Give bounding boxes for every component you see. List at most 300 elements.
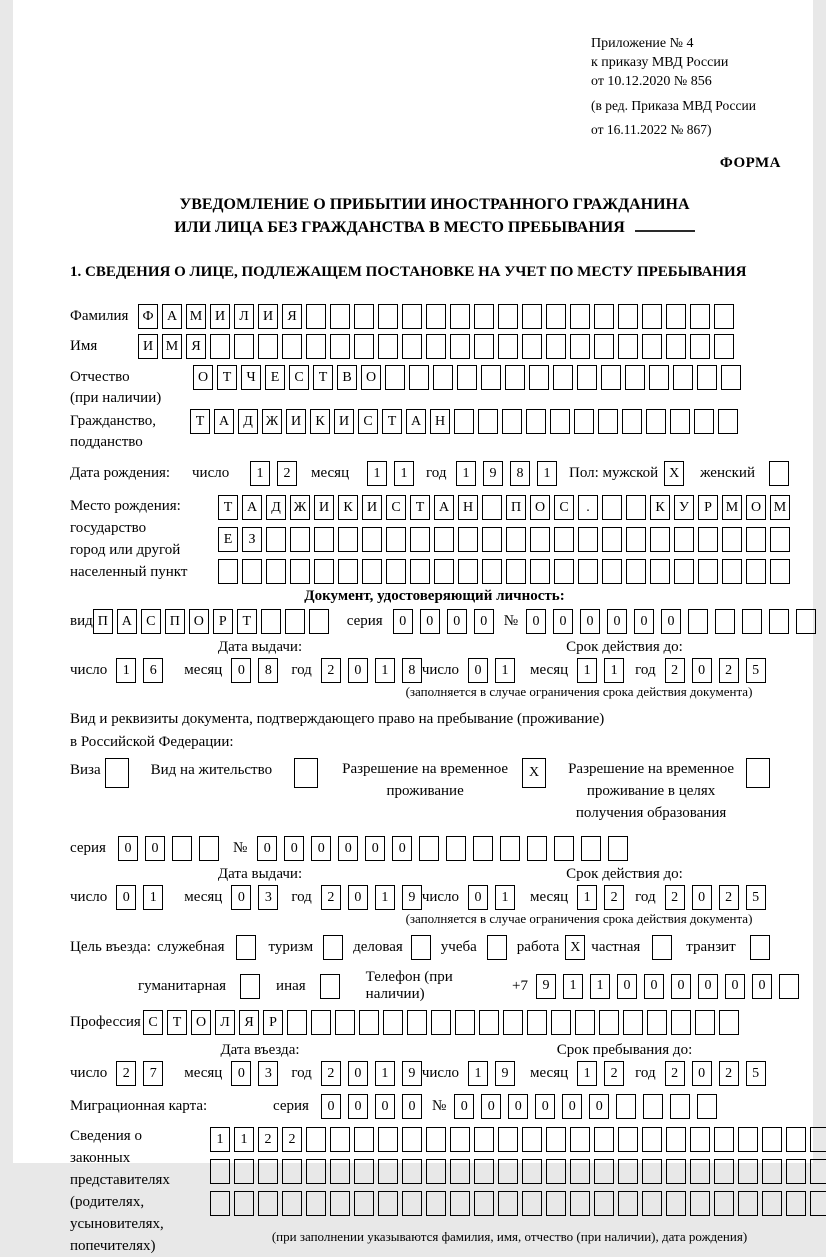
char-cell[interactable]: 0 <box>375 1094 395 1119</box>
char-cell[interactable] <box>282 1159 302 1184</box>
char-cell[interactable] <box>697 365 717 390</box>
char-cell[interactable]: А <box>214 409 234 434</box>
char-cell[interactable]: 2 <box>321 658 341 683</box>
char-cell[interactable]: 5 <box>746 1061 766 1086</box>
char-cell[interactable] <box>506 527 526 552</box>
char-cell[interactable]: 0 <box>698 974 718 999</box>
char-cell[interactable] <box>608 836 628 861</box>
char-cell[interactable]: Е <box>218 527 238 552</box>
char-cell[interactable]: В <box>337 365 357 390</box>
char-cell[interactable] <box>697 1094 717 1119</box>
char-cell[interactable]: Я <box>186 334 206 359</box>
checkbox-private[interactable] <box>652 935 672 960</box>
char-cell[interactable] <box>210 334 230 359</box>
char-cell[interactable]: 1 <box>577 658 597 683</box>
char-cell[interactable]: Ф <box>138 304 158 329</box>
char-cell[interactable]: С <box>143 1010 163 1035</box>
char-cell[interactable]: 0 <box>348 1094 368 1119</box>
char-cell[interactable]: О <box>361 365 381 390</box>
char-cell[interactable] <box>386 527 406 552</box>
char-cell[interactable] <box>690 304 710 329</box>
char-cell[interactable] <box>330 1191 350 1216</box>
char-cell[interactable] <box>402 1191 422 1216</box>
char-cell[interactable] <box>570 1191 590 1216</box>
char-cell[interactable]: 1 <box>143 885 163 910</box>
char-cell[interactable] <box>714 1127 734 1152</box>
char-cell[interactable] <box>433 365 453 390</box>
char-cell[interactable] <box>482 559 502 584</box>
checkbox-temp-residence-edu[interactable] <box>746 758 770 788</box>
char-cell[interactable] <box>594 334 614 359</box>
char-cell[interactable] <box>616 1094 636 1119</box>
char-cell[interactable]: 0 <box>692 658 712 683</box>
char-cell[interactable] <box>718 409 738 434</box>
char-cell[interactable] <box>742 609 762 634</box>
char-cell[interactable] <box>746 527 766 552</box>
char-cell[interactable] <box>338 559 358 584</box>
char-cell[interactable] <box>434 559 454 584</box>
char-cell[interactable]: Т <box>190 409 210 434</box>
char-cell[interactable] <box>458 527 478 552</box>
char-cell[interactable] <box>261 609 281 634</box>
char-cell[interactable]: Ж <box>290 495 310 520</box>
char-cell[interactable] <box>354 1127 374 1152</box>
char-cell[interactable] <box>354 1159 374 1184</box>
char-cell[interactable] <box>285 609 305 634</box>
char-cell[interactable] <box>407 1010 427 1035</box>
char-cell[interactable] <box>482 527 502 552</box>
checkbox-study[interactable] <box>487 935 507 960</box>
char-cell[interactable]: 0 <box>231 885 251 910</box>
char-cell[interactable] <box>527 836 547 861</box>
char-cell[interactable]: 9 <box>402 885 422 910</box>
char-cell[interactable] <box>649 365 669 390</box>
char-cell[interactable] <box>578 559 598 584</box>
char-cell[interactable] <box>199 836 219 861</box>
char-cell[interactable] <box>450 334 470 359</box>
char-cell[interactable]: 5 <box>746 658 766 683</box>
char-cell[interactable]: 8 <box>258 658 278 683</box>
char-cell[interactable] <box>779 974 799 999</box>
char-cell[interactable] <box>402 334 422 359</box>
char-cell[interactable]: 2 <box>321 1061 341 1086</box>
char-cell[interactable] <box>598 409 618 434</box>
char-cell[interactable]: Р <box>213 609 233 634</box>
char-cell[interactable]: 1 <box>590 974 610 999</box>
char-cell[interactable] <box>287 1010 307 1035</box>
char-cell[interactable]: 2 <box>258 1127 278 1152</box>
char-cell[interactable] <box>527 1010 547 1035</box>
char-cell[interactable] <box>503 1010 523 1035</box>
char-cell[interactable] <box>354 304 374 329</box>
char-cell[interactable]: Ч <box>241 365 261 390</box>
char-cell[interactable]: 1 <box>234 1127 254 1152</box>
char-cell[interactable]: 0 <box>562 1094 582 1119</box>
char-cell[interactable] <box>474 1127 494 1152</box>
char-cell[interactable]: 0 <box>118 836 138 861</box>
char-cell[interactable] <box>482 495 502 520</box>
char-cell[interactable] <box>335 1010 355 1035</box>
char-cell[interactable] <box>690 334 710 359</box>
char-cell[interactable] <box>694 409 714 434</box>
char-cell[interactable] <box>666 304 686 329</box>
char-cell[interactable] <box>522 1191 542 1216</box>
char-cell[interactable] <box>409 365 429 390</box>
char-cell[interactable]: 3 <box>258 885 278 910</box>
char-cell[interactable]: 3 <box>258 1061 278 1086</box>
char-cell[interactable]: 0 <box>553 609 573 634</box>
char-cell[interactable]: 0 <box>393 609 413 634</box>
char-cell[interactable] <box>402 304 422 329</box>
char-cell[interactable] <box>550 409 570 434</box>
char-cell[interactable]: Т <box>410 495 430 520</box>
char-cell[interactable] <box>618 1191 638 1216</box>
char-cell[interactable] <box>642 1191 662 1216</box>
char-cell[interactable]: 0 <box>311 836 331 861</box>
char-cell[interactable] <box>431 1010 451 1035</box>
checkbox-official[interactable] <box>236 935 256 960</box>
char-cell[interactable]: 0 <box>365 836 385 861</box>
char-cell[interactable] <box>354 334 374 359</box>
char-cell[interactable]: 1 <box>604 658 624 683</box>
char-cell[interactable]: З <box>242 527 262 552</box>
char-cell[interactable] <box>457 365 477 390</box>
char-cell[interactable]: 0 <box>116 885 136 910</box>
char-cell[interactable] <box>386 559 406 584</box>
char-cell[interactable] <box>738 1127 758 1152</box>
char-cell[interactable] <box>500 836 520 861</box>
char-cell[interactable] <box>602 495 622 520</box>
char-cell[interactable]: Р <box>263 1010 283 1035</box>
char-cell[interactable] <box>526 409 546 434</box>
char-cell[interactable] <box>796 609 816 634</box>
char-cell[interactable] <box>546 1191 566 1216</box>
char-cell[interactable] <box>506 559 526 584</box>
checkbox-work[interactable]: X <box>565 935 585 960</box>
char-cell[interactable] <box>234 1191 254 1216</box>
char-cell[interactable] <box>529 365 549 390</box>
char-cell[interactable] <box>625 365 645 390</box>
char-cell[interactable] <box>722 527 742 552</box>
char-cell[interactable] <box>714 304 734 329</box>
char-cell[interactable] <box>642 1159 662 1184</box>
char-cell[interactable]: 0 <box>474 609 494 634</box>
char-cell[interactable] <box>786 1159 806 1184</box>
char-cell[interactable] <box>570 304 590 329</box>
char-cell[interactable] <box>714 1159 734 1184</box>
char-cell[interactable] <box>762 1191 782 1216</box>
char-cell[interactable]: 2 <box>277 461 297 486</box>
char-cell[interactable] <box>554 527 574 552</box>
char-cell[interactable] <box>618 1159 638 1184</box>
char-cell[interactable] <box>762 1127 782 1152</box>
char-cell[interactable] <box>601 365 621 390</box>
char-cell[interactable] <box>454 409 474 434</box>
char-cell[interactable]: П <box>93 609 113 634</box>
char-cell[interactable] <box>385 365 405 390</box>
char-cell[interactable]: 0 <box>535 1094 555 1119</box>
char-cell[interactable]: И <box>334 409 354 434</box>
char-cell[interactable] <box>688 609 708 634</box>
char-cell[interactable] <box>338 527 358 552</box>
char-cell[interactable] <box>426 1159 446 1184</box>
char-cell[interactable] <box>546 304 566 329</box>
char-cell[interactable]: О <box>746 495 766 520</box>
char-cell[interactable]: 1 <box>394 461 414 486</box>
char-cell[interactable]: 0 <box>634 609 654 634</box>
char-cell[interactable]: 0 <box>526 609 546 634</box>
char-cell[interactable]: А <box>242 495 262 520</box>
char-cell[interactable] <box>553 365 573 390</box>
char-cell[interactable]: М <box>722 495 742 520</box>
char-cell[interactable] <box>450 304 470 329</box>
char-cell[interactable]: 0 <box>580 609 600 634</box>
char-cell[interactable]: С <box>289 365 309 390</box>
char-cell[interactable] <box>650 559 670 584</box>
char-cell[interactable] <box>666 334 686 359</box>
char-cell[interactable] <box>674 527 694 552</box>
char-cell[interactable] <box>715 609 735 634</box>
char-cell[interactable]: Н <box>458 495 478 520</box>
checkbox-other[interactable] <box>320 974 340 999</box>
char-cell[interactable]: Т <box>313 365 333 390</box>
char-cell[interactable] <box>714 1191 734 1216</box>
char-cell[interactable] <box>738 1191 758 1216</box>
char-cell[interactable] <box>473 836 493 861</box>
char-cell[interactable] <box>570 1159 590 1184</box>
char-cell[interactable] <box>306 304 326 329</box>
char-cell[interactable]: Д <box>238 409 258 434</box>
char-cell[interactable] <box>599 1010 619 1035</box>
char-cell[interactable]: К <box>650 495 670 520</box>
char-cell[interactable] <box>330 1127 350 1152</box>
char-cell[interactable] <box>330 334 350 359</box>
char-cell[interactable]: И <box>138 334 158 359</box>
checkbox-business[interactable] <box>411 935 431 960</box>
char-cell[interactable]: И <box>286 409 306 434</box>
char-cell[interactable] <box>498 304 518 329</box>
char-cell[interactable] <box>690 1127 710 1152</box>
char-cell[interactable] <box>258 1159 278 1184</box>
char-cell[interactable]: 0 <box>231 1061 251 1086</box>
char-cell[interactable]: Т <box>167 1010 187 1035</box>
char-cell[interactable]: 8 <box>510 461 530 486</box>
char-cell[interactable]: 1 <box>116 658 136 683</box>
char-cell[interactable]: О <box>193 365 213 390</box>
char-cell[interactable] <box>505 365 525 390</box>
char-cell[interactable] <box>426 304 446 329</box>
char-cell[interactable] <box>330 304 350 329</box>
char-cell[interactable] <box>522 334 542 359</box>
char-cell[interactable]: 1 <box>375 1061 395 1086</box>
char-cell[interactable] <box>666 1159 686 1184</box>
char-cell[interactable] <box>770 559 790 584</box>
char-cell[interactable]: Т <box>382 409 402 434</box>
char-cell[interactable]: И <box>258 304 278 329</box>
checkbox-residence-permit[interactable] <box>294 758 318 788</box>
char-cell[interactable] <box>642 334 662 359</box>
char-cell[interactable]: 0 <box>671 974 691 999</box>
char-cell[interactable] <box>426 1191 446 1216</box>
char-cell[interactable] <box>719 1010 739 1035</box>
char-cell[interactable] <box>474 304 494 329</box>
char-cell[interactable] <box>410 527 430 552</box>
char-cell[interactable]: 2 <box>719 885 739 910</box>
char-cell[interactable] <box>290 559 310 584</box>
char-cell[interactable] <box>762 1159 782 1184</box>
char-cell[interactable]: 9 <box>483 461 503 486</box>
char-cell[interactable]: С <box>554 495 574 520</box>
char-cell[interactable] <box>446 836 466 861</box>
char-cell[interactable]: Л <box>234 304 254 329</box>
char-cell[interactable] <box>578 527 598 552</box>
char-cell[interactable] <box>746 559 766 584</box>
char-cell[interactable]: И <box>362 495 382 520</box>
char-cell[interactable] <box>714 334 734 359</box>
char-cell[interactable] <box>554 559 574 584</box>
char-cell[interactable] <box>354 1191 374 1216</box>
char-cell[interactable] <box>522 1159 542 1184</box>
char-cell[interactable] <box>378 1159 398 1184</box>
checkbox-visa[interactable] <box>105 758 129 788</box>
char-cell[interactable] <box>282 1191 302 1216</box>
char-cell[interactable] <box>690 1159 710 1184</box>
char-cell[interactable] <box>481 365 501 390</box>
char-cell[interactable]: 1 <box>375 658 395 683</box>
char-cell[interactable] <box>522 304 542 329</box>
char-cell[interactable] <box>554 836 574 861</box>
char-cell[interactable] <box>698 527 718 552</box>
char-cell[interactable]: 1 <box>250 461 270 486</box>
char-cell[interactable]: 2 <box>604 885 624 910</box>
char-cell[interactable] <box>426 334 446 359</box>
char-cell[interactable] <box>570 1127 590 1152</box>
char-cell[interactable]: Т <box>217 365 237 390</box>
char-cell[interactable]: 0 <box>454 1094 474 1119</box>
char-cell[interactable] <box>618 304 638 329</box>
char-cell[interactable] <box>671 1010 691 1035</box>
char-cell[interactable] <box>577 365 597 390</box>
char-cell[interactable]: 2 <box>665 885 685 910</box>
char-cell[interactable]: 1 <box>210 1127 230 1152</box>
char-cell[interactable] <box>378 334 398 359</box>
char-cell[interactable] <box>450 1159 470 1184</box>
char-cell[interactable]: 0 <box>348 885 368 910</box>
char-cell[interactable]: Д <box>266 495 286 520</box>
char-cell[interactable]: М <box>162 334 182 359</box>
char-cell[interactable]: Я <box>239 1010 259 1035</box>
char-cell[interactable] <box>522 1127 542 1152</box>
char-cell[interactable] <box>426 1127 446 1152</box>
char-cell[interactable] <box>673 365 693 390</box>
char-cell[interactable] <box>502 409 522 434</box>
char-cell[interactable]: О <box>189 609 209 634</box>
char-cell[interactable]: И <box>314 495 334 520</box>
char-cell[interactable] <box>769 609 789 634</box>
char-cell[interactable]: 1 <box>375 885 395 910</box>
char-cell[interactable]: И <box>210 304 230 329</box>
char-cell[interactable] <box>670 409 690 434</box>
char-cell[interactable] <box>581 836 601 861</box>
char-cell[interactable]: А <box>162 304 182 329</box>
char-cell[interactable]: 2 <box>321 885 341 910</box>
char-cell[interactable] <box>378 304 398 329</box>
char-cell[interactable] <box>642 1127 662 1152</box>
char-cell[interactable] <box>810 1159 826 1184</box>
char-cell[interactable] <box>594 1127 614 1152</box>
char-cell[interactable]: 1 <box>468 1061 488 1086</box>
char-cell[interactable]: 8 <box>402 658 422 683</box>
char-cell[interactable] <box>402 1127 422 1152</box>
char-cell[interactable] <box>172 836 192 861</box>
char-cell[interactable]: 0 <box>420 609 440 634</box>
char-cell[interactable]: Т <box>237 609 257 634</box>
char-cell[interactable]: 2 <box>719 1061 739 1086</box>
checkbox-temp-residence[interactable]: X <box>522 758 546 788</box>
char-cell[interactable] <box>383 1010 403 1035</box>
char-cell[interactable]: . <box>578 495 598 520</box>
char-cell[interactable] <box>626 527 646 552</box>
char-cell[interactable] <box>378 1191 398 1216</box>
char-cell[interactable] <box>474 334 494 359</box>
char-cell[interactable] <box>479 1010 499 1035</box>
char-cell[interactable] <box>602 527 622 552</box>
char-cell[interactable] <box>434 527 454 552</box>
char-cell[interactable]: К <box>338 495 358 520</box>
char-cell[interactable]: 0 <box>644 974 664 999</box>
char-cell[interactable] <box>626 495 646 520</box>
char-cell[interactable]: 1 <box>495 658 515 683</box>
char-cell[interactable] <box>306 1191 326 1216</box>
char-cell[interactable] <box>695 1010 715 1035</box>
char-cell[interactable] <box>290 527 310 552</box>
char-cell[interactable] <box>330 1159 350 1184</box>
char-cell[interactable] <box>234 1159 254 1184</box>
char-cell[interactable] <box>546 1159 566 1184</box>
char-cell[interactable] <box>721 365 741 390</box>
char-cell[interactable] <box>362 527 382 552</box>
char-cell[interactable] <box>306 334 326 359</box>
char-cell[interactable] <box>314 527 334 552</box>
char-cell[interactable] <box>419 836 439 861</box>
char-cell[interactable]: 0 <box>447 609 467 634</box>
char-cell[interactable]: 1 <box>577 885 597 910</box>
char-cell[interactable]: 0 <box>617 974 637 999</box>
char-cell[interactable]: А <box>434 495 454 520</box>
char-cell[interactable]: 1 <box>563 974 583 999</box>
char-cell[interactable] <box>530 527 550 552</box>
char-cell[interactable]: 0 <box>752 974 772 999</box>
char-cell[interactable] <box>362 559 382 584</box>
char-cell[interactable]: А <box>117 609 137 634</box>
char-cell[interactable] <box>258 334 278 359</box>
char-cell[interactable] <box>810 1191 826 1216</box>
char-cell[interactable] <box>378 1127 398 1152</box>
char-cell[interactable] <box>474 1159 494 1184</box>
char-cell[interactable]: П <box>165 609 185 634</box>
char-cell[interactable] <box>306 1127 326 1152</box>
char-cell[interactable] <box>546 334 566 359</box>
char-cell[interactable]: 2 <box>665 658 685 683</box>
char-cell[interactable]: 2 <box>116 1061 136 1086</box>
char-cell[interactable]: С <box>358 409 378 434</box>
char-cell[interactable]: О <box>530 495 550 520</box>
char-cell[interactable]: 1 <box>537 461 557 486</box>
char-cell[interactable]: 1 <box>456 461 476 486</box>
char-cell[interactable] <box>666 1127 686 1152</box>
char-cell[interactable] <box>574 409 594 434</box>
char-cell[interactable]: 0 <box>321 1094 341 1119</box>
